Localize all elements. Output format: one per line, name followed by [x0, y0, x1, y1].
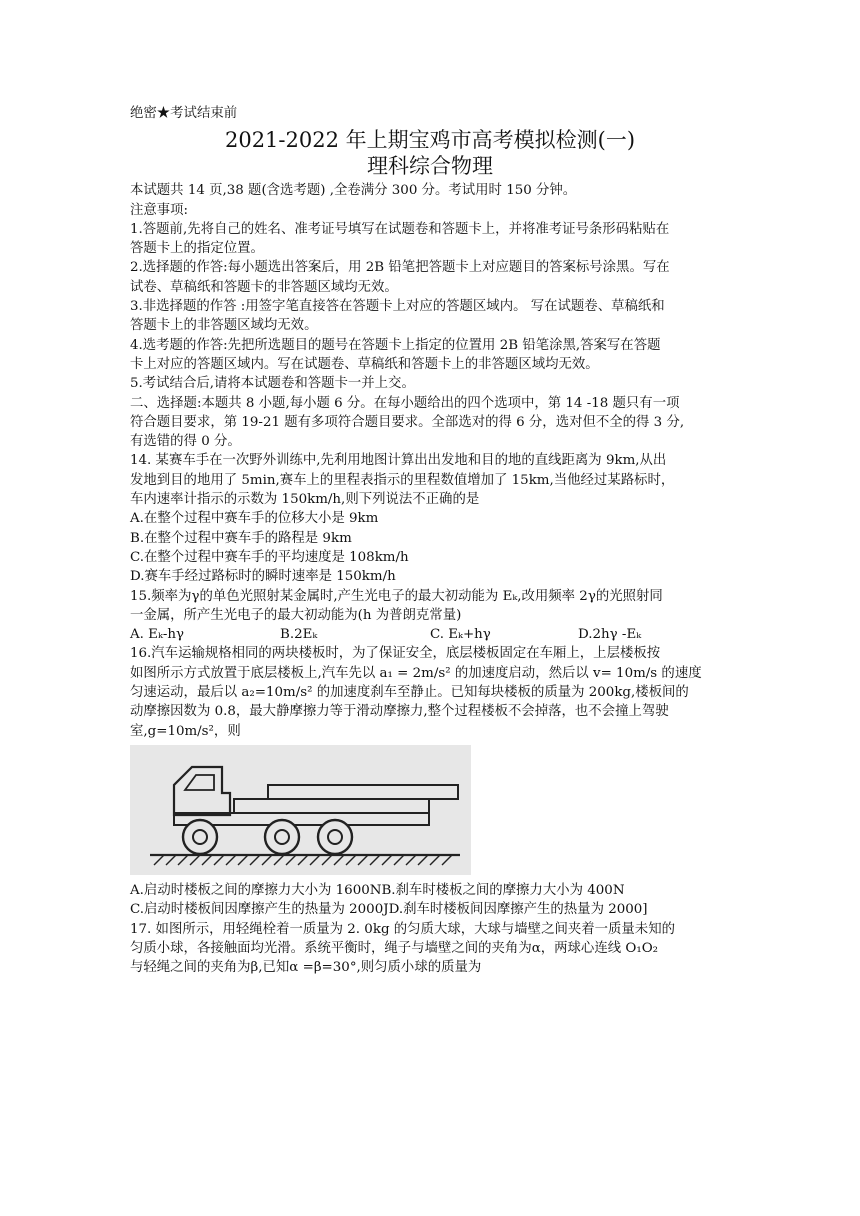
question-17: 17. 如图所示，用轻绳栓着一质量为 2. 0kg 的匀质大球，大球与墙壁之间夹着一质量未知的 匀质小球，各接触面均光滑。系统平衡时，绳子与墙壁之间的夹角为α，两球心连线 O₁O₂ 与轻绳之间的夹角为β,已知α =β=30°,则匀质小球的质量为: [130, 921, 675, 976]
q15-option-d: D.2hγ -Eₖ: [578, 627, 642, 643]
exam-title: 2021-2022 年上期宝鸡市高考模拟检测(一): [224, 128, 636, 153]
exam-subtitle: 理科综合物理: [367, 154, 493, 179]
cab-window: [185, 775, 214, 790]
q14-option-c: C.在整个过程中赛车手的平均速度是 108km/h: [130, 549, 409, 565]
note-2: 2.选择题的作答:每小题选出答案后，用 2B 铅笔把答题卡上对应题目的答案标号涂黑。写在 试卷、草稿纸和答题卡的非答题区域均无效。: [130, 260, 670, 295]
upper-plank: [268, 785, 458, 799]
question-16: 16.汽车运输规格相同的两块楼板时，为了保证安全，底层楼板固定在车厢上，上层楼板按 如图所示方式放置于底层楼板上,汽车先以 a₁ = 2m/s² 的加速度启动，然后以 v= 10m/s 的速度 匀速运动，最后以 a₂=10m/s² 的加速度刹车至静止。已知每块楼板的质量为 200kg,楼板间的 动摩擦因数为 0.8，最大静摩擦力等于滑动摩擦力,整个过程楼板不会掉落，也不会撞上驾驶 室,g=10m/s²，则 A.启动时楼板之间的摩擦力大小为 1600NB.刹车时楼板之间的摩擦力大小为 400N C.启动时楼板间因摩擦产生的热量为 2000JD.刹车时楼板间因摩擦产生的热量为 2000]: [130, 644, 730, 919]
note-3: 3.非选择题的作答 :用签字笔直接答在答题卡上对应的答题区域内。 写在试题卷、草稿纸和 答题卡上的非答题区域均无效。: [130, 299, 665, 334]
exam-page: [130, 104, 730, 977]
rear-wheel: [318, 820, 352, 854]
middle-wheel: [265, 820, 299, 854]
lower-plank: [234, 799, 429, 813]
ground-hatching: [154, 855, 452, 865]
q15-option-a: A. Eₖ-hγ: [130, 627, 184, 643]
note-5: 5.考试结合后,请将本试题卷和答题卡一并上交。: [130, 376, 415, 392]
q15-option-c: C. Eₖ+hγ: [430, 627, 491, 643]
q16-options-cd: C.启动时楼板间因摩擦产生的热量为 2000JD.刹车时楼板间因摩擦产生的热量为 2000]: [130, 902, 648, 918]
q16-options-ab: A.启动时楼板之间的摩擦力大小为 1600NB.刹车时楼板之间的摩擦力大小为 400N: [130, 882, 625, 898]
q15-options: [130, 625, 730, 644]
q14-option-a: A.在整个过程中赛车手的位移大小是 9km: [130, 511, 379, 527]
section-2-instructions: 二、选择题:本题共 8 小题,每小题 6 分。在每小题给出的四个选项中，第 14 -18 题只有一项 符合题目要求，第 19-21 题有多项符合题目要求。全部选对的得 6 分，选对但不全的得 3 分, 有选错的得 0 分。: [130, 395, 685, 450]
question-14: 14. 某赛车手在一次野外训练中,先利用地图计算出出发地和目的地的直线距离为 9km,从出 发地到目的地用了 5min,赛车上的里程表指示的里程数值增加了 15km,当他经过某路标时， 车内速率计指示的示数为 150km/h,则下列说法不正确的是 A.在整个过程中赛车手的位移大小是 9km B.在整个过程中赛车手的路程是 9km C.在整个过程中赛车手的平均速度是 108km/h D.赛车手经过路标时的瞬时速率是 150km/h: [130, 451, 730, 586]
secret-label: 绝密★考试结束前: [130, 106, 238, 121]
front-wheel: [183, 820, 217, 854]
truck-diagram: [130, 745, 471, 875]
intro-text: 本试题共 14 页,38 题(含选考题) ,全卷满分 300 分。考试用时 150 分钟。: [130, 183, 577, 199]
note-1: 1.答题前,先将自己的姓名、准考证号填写在试题卷和答题卡上，并将准考证号条形码粘贴在 答题卡上的指定位置。: [130, 221, 670, 257]
q15-option-b: B.2Eₖ: [280, 627, 318, 643]
q14-option-b: B.在整个过程中赛车手的路程是 9km: [130, 530, 352, 546]
question-15: 15.频率为γ的单色光照射某金属时,产生光电子的最大初动能为 Eₖ,改用频率 2γ的光照射同 一金属，所产生光电子的最大初动能为(h 为普朗克常量) A. Eₖ-hγ B.2Eₖ C. Eₖ+hγ D.2hγ -Eₖ: [130, 587, 730, 645]
truck-figure: [130, 745, 471, 875]
q14-option-d: D.赛车手经过路标时的瞬时速率是 150km/h: [130, 569, 396, 585]
note-4: 4.选考题的作答:先把所选题目的题号在答题卡上指定的位置用 2B 铅笔涂黑,答案写在答题 卡上对应的答题区域内。写在试题卷、草稿纸和答题卡上的非答题区域均无效。: [130, 337, 661, 372]
notes-title: 注意事项:: [130, 202, 189, 218]
